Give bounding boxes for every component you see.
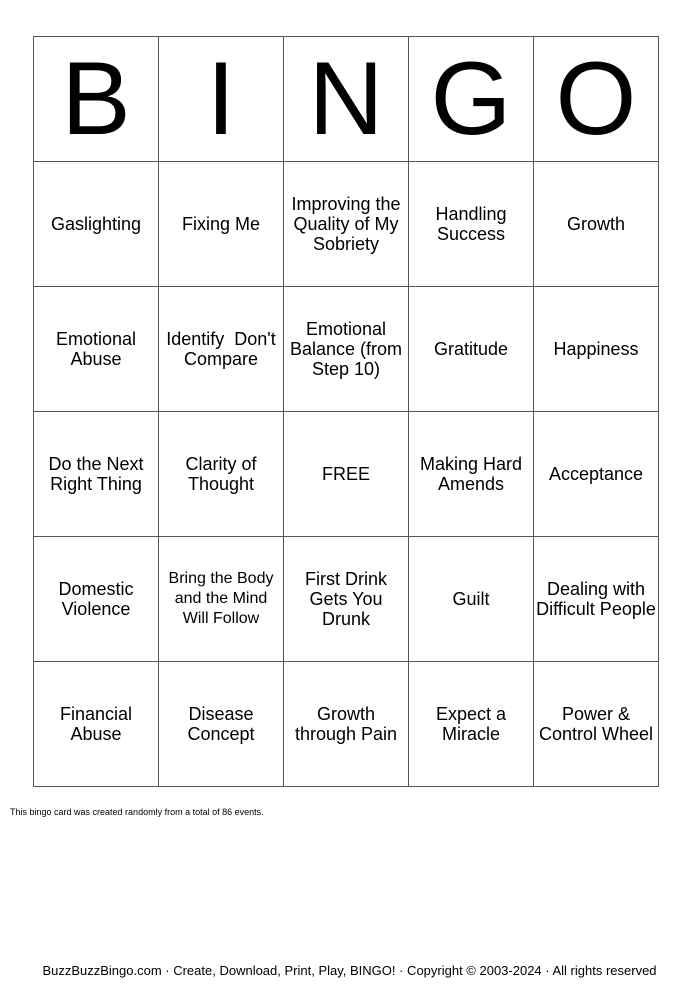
card-row	[34, 162, 659, 287]
header-letter-n: N	[284, 37, 409, 162]
bingo-cell: Power & Control Wheel	[534, 662, 659, 787]
free-space-cell: FREE	[284, 412, 409, 537]
bingo-cell: Growth	[534, 162, 659, 287]
bingo-cell: Making Hard Amends	[409, 412, 534, 537]
bingo-cell: Disease Concept	[159, 662, 284, 787]
bingo-cell: Expect a Miracle	[409, 662, 534, 787]
card-row	[34, 412, 659, 537]
bingo-cell: Clarity of Thought	[159, 412, 284, 537]
bingo-cell: First Drink Gets You Drunk	[284, 537, 409, 662]
bingo-cell: Financial Abuse	[34, 662, 159, 787]
generation-note: This bingo card was created randomly from a total of 86 events.	[10, 807, 264, 817]
bingo-cell: Improving the Quality of My Sobriety	[284, 162, 409, 287]
bingo-cell: Handling Success	[409, 162, 534, 287]
bingo-cell: Guilt	[409, 537, 534, 662]
card-row	[34, 287, 659, 412]
bingo-cell: Fixing Me	[159, 162, 284, 287]
header-letter-g: G	[409, 37, 534, 162]
bingo-cell: Gaslighting	[34, 162, 159, 287]
card-row	[34, 537, 659, 662]
bingo-cell: Acceptance	[534, 412, 659, 537]
bingo-card	[33, 36, 659, 787]
bingo-cell: Dealing with Difficult People	[534, 537, 659, 662]
footer-text: BuzzBuzzBingo.com · Create, Download, Print, Play, BINGO! · Copyright © 2003-2024 · All rights reserved	[42, 963, 657, 978]
bingo-cell: Emotional Balance (from Step 10)	[284, 287, 409, 412]
bingo-cell: Growth through Pain	[284, 662, 409, 787]
bingo-cell: Domestic Violence	[34, 537, 159, 662]
header-letter-o: O	[534, 37, 659, 162]
bingo-cell: Identify Don't Compare	[159, 287, 284, 412]
card-row	[34, 662, 659, 787]
bingo-cell: Happiness	[534, 287, 659, 412]
header-letter-i: I	[159, 37, 284, 162]
header-row	[34, 37, 659, 162]
bingo-cell: Bring the Body and the Mind Will Follow	[159, 537, 284, 662]
bingo-cell: Do the Next Right Thing	[34, 412, 159, 537]
bingo-cell: Gratitude	[409, 287, 534, 412]
bingo-cell: Emotional Abuse	[34, 287, 159, 412]
header-letter-b: B	[34, 37, 159, 162]
